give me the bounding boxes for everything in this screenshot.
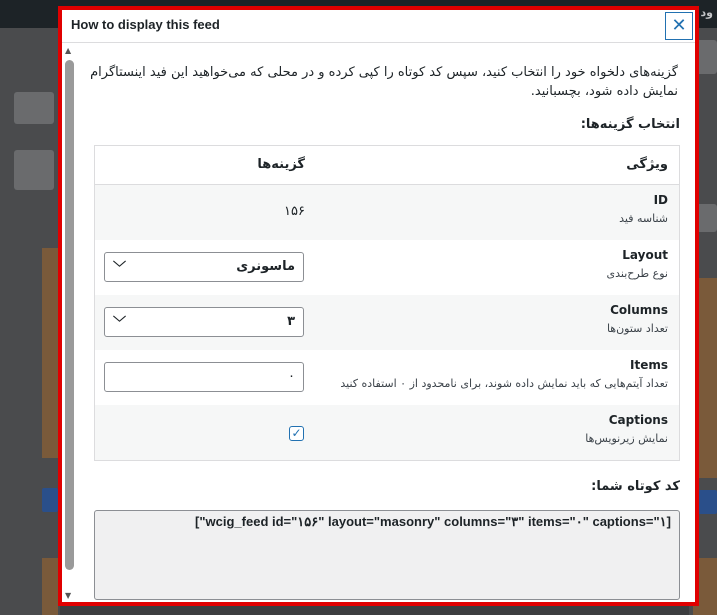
layout-select[interactable] — [104, 252, 304, 282]
table-row-columns — [95, 295, 679, 350]
header-feature: ویژگی — [626, 157, 668, 172]
options-table — [94, 145, 680, 461]
shortcode-textarea[interactable]: ["wcig_feed id="۱۵۶" layout="masonry" columns="۳" items="۰" captions="۱] — [94, 510, 680, 600]
close-button[interactable] — [665, 12, 693, 40]
table-row-id — [95, 185, 679, 240]
background-button — [42, 488, 58, 512]
close-icon: ✕ — [671, 15, 687, 36]
feed-id-value: ۱۵۶ — [284, 204, 305, 219]
admin-crumb: ود — [700, 6, 713, 19]
columns-select-value: ۳ — [287, 314, 295, 329]
background-thumbnail — [42, 248, 58, 458]
checkmark-icon: ✓ — [291, 426, 302, 440]
row-desc: تعداد ستون‌ها — [606, 322, 668, 335]
modal-title: How to display this feed — [71, 17, 220, 32]
row-name: Captions — [608, 413, 668, 427]
scroll-up-arrow-icon[interactable]: ▲ — [65, 46, 72, 55]
display-feed-modal — [58, 6, 699, 606]
modal-content — [84, 43, 680, 602]
row-name: Columns — [610, 303, 668, 317]
row-desc: شناسه فید — [619, 212, 668, 225]
items-input-value: ۰ — [288, 369, 295, 384]
row-desc: نمایش زیرنویس‌ها — [585, 432, 668, 445]
columns-select[interactable] — [104, 307, 304, 337]
modal-scrollbar[interactable] — [64, 46, 76, 600]
table-row-layout — [95, 240, 679, 295]
chevron-down-icon: ﹀ — [113, 316, 127, 331]
row-name: Items — [630, 358, 668, 372]
table-row-items — [95, 350, 679, 405]
chevron-down-icon: ﹀ — [113, 261, 127, 276]
shortcode-label: کد کوتاه شما: — [591, 479, 680, 494]
select-options-label: انتخاب گزینه‌ها: — [580, 117, 680, 132]
table-row-captions — [95, 405, 679, 460]
modal-header — [62, 10, 695, 43]
layout-select-value: ماسونری — [236, 259, 295, 274]
background-card — [14, 150, 54, 190]
table-header — [95, 146, 679, 185]
row-desc: تعداد آیتم‌هایی که باید نمایش داده شوند، برای نامحدود از ۰ استفاده کنید — [340, 377, 668, 390]
items-input[interactable] — [104, 362, 304, 392]
row-name: ID — [653, 193, 668, 207]
background-card — [14, 92, 54, 124]
background-thumbnail — [42, 558, 58, 615]
header-options: گزینه‌ها — [257, 157, 305, 172]
scroll-down-arrow-icon[interactable]: ▼ — [65, 591, 72, 600]
background-left-column — [0, 28, 60, 615]
intro-text: گزینه‌های دلخواه خود را انتخاب کنید، سپس کد کوتاه را کپی کرده و در محلی که می‌خواهید این فید اینستاگرام نمایش داده شود، بچسبانید. — [90, 65, 678, 99]
captions-checkbox[interactable] — [289, 426, 304, 441]
row-name: Layout — [622, 248, 668, 262]
scroll-thumb[interactable] — [65, 60, 74, 570]
row-desc: نوع طرح‌بندی — [606, 267, 668, 280]
